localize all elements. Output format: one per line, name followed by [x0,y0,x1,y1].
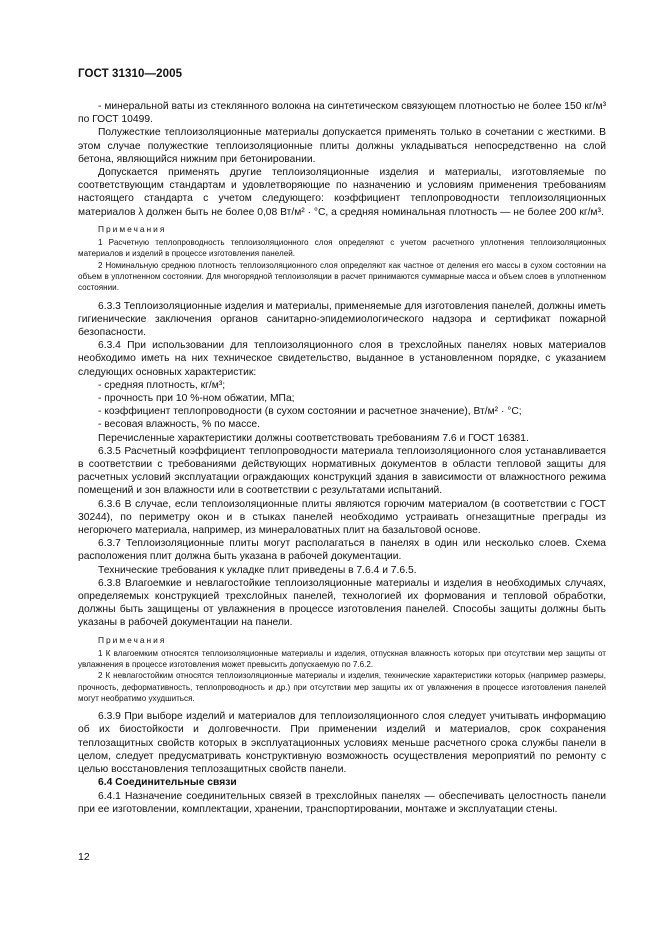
note-item: 2 Номинальную среднюю плотность теплоизоляционного слоя определяют как частное от деления его массы в сухом состоянии на объем в уплотненном состоянии. Для многорядной теплоизоляции в расчет принимаются суммарные масса и объем слоев в уплотненном состоянии. [78,260,606,293]
section-heading: 6.4 Соединительные связи [98,777,237,789]
note-item: 2 К невлагостойким относятся теплоизоляционные материалы и изделия, технические характеристики которых (например размеры, прочность, деформативность, теплопроводность и др.) при отсутствии мер защиты их от увлажнения в процессе изготовления панелей могут необратимо ухудшиться. [78,671,606,703]
page-header: ГОСТ 31310—2005 [78,68,183,80]
document-body [78,100,606,816]
note-item: 1 Расчетную теплопроводность теплоизоляционного слоя определяют с учетом расчетного уплотнения теплоизоляционных материалов и изделий в процессе изготовления панелей. [78,238,606,259]
notes-title: Примечания [98,223,167,234]
paragraph: Технические требования к укладке плит приведены в 7.6.4 и 7.6.5. [98,564,417,576]
paragraph: 6.3.9 При выборе изделий и материалов для теплоизоляционного слоя следует учитывать информацию об их биостойкости и долговечности. При применении изделий и материалов, срок сохранения теплозащитных свойств которых в эксплуатационных условиях меньше расчетного срока службы панели в целом, следует предусматривать конструктивную возможность осуществления мероприятий по ремонту с целью восстановления теплозащитных свойств панели. [78,711,606,776]
paragraph: - минеральной ваты из стеклянного волокна на синтетическом связующем плотностью не более 150 кг/м³ по ГОСТ 10499. [78,101,606,126]
paragraph: 6.3.3 Теплоизоляционные изделия и материалы, применяемые для изготовления панелей, должны иметь гигиенические заключения органов санитарно-эпидемиологического надзора и сертификат пожарной безопасности. [78,300,606,338]
paragraph: 6.3.6 В случае, если теплоизоляционные плиты являются горючим материалом (в соответствии с ГОСТ 30244), по периметру окон и в стыках панелей необходимо устраивать огнезащитные преграды из негорючего материала, например, из минераловатных плит на базальтовой основе. [78,498,606,536]
page-number: 12 [78,851,90,863]
note-item: 1 К влагоемким относятся теплоизоляционные материалы и изделия, отпускная влажность которых при отсутствии мер защиты от увлажнения в процессе изготовления может превысить допускаемую по 7.6.2. [78,648,606,670]
paragraph: 6.4.1 Назначение соединительных связей в трехслойных панелях — обеспечивать целостность панели при ее изготовлении, комплектации, хранении, транспортировании, монтаже и эксплуатации стены. [78,790,606,815]
paragraph: 6.3.7 Теплоизоляционные плиты могут располагаться в панелях в один или несколько слоев. Схема расположения плит должна быть указана в рабочей документации. [78,538,606,563]
list-item: - весовая влажность, % по массе. [98,419,260,431]
list-item: - средняя плотность, кг/м³; [98,379,226,391]
paragraph: 6.3.5 Расчетный коэффициент теплопроводности материала теплоизоляционного слоя устанавливается в соответствии с требованиями действующих нормативных документов в области тепловой защиты для расчетных условий эксплуатации ограждающих конструкций здания в зависимости от влажностного режима помещений и зон влажности или в соответствии с результатами испытаний. [78,445,606,497]
list-item: - прочность при 10 %-ном обжатии, МПа; [98,392,295,404]
paragraph: 6.3.4 При использовании для теплоизоляционного слоя в трехслойных панелях новых материалов необходимо иметь на них техническое свидетельство, выданное в установленном порядке, с указанием следующих основных характеристик: [78,340,606,378]
notes-title: Примечания [98,634,167,645]
list-item: - коэффициент теплопроводности (в сухом состоянии и расчетное значение), Вт/м² · °С; [98,406,522,418]
paragraph: Допускается применять другие теплоизоляционные изделия и материалы, изготовляемые по соответствующим стандартам и удовлетворяющие по назначению и условиям применения требованиям настоящего стандарта с учетом следующего: коэффициент теплопроводности теплоизоляционных материалов λ должен быть не более 0,08 Вт/м² · °С, а средняя номинальная плотность — не более 200 кг/м³. [78,167,606,218]
paragraph: Полужесткие теплоизоляционные материалы допускается применять только в сочетании с жесткими. В этом случае полужесткие теплоизоляционные плиты должны укладываться непосредственно на слой бетона, являющийся нижним при бетонировании. [78,127,606,165]
paragraph: 6.3.8 Влагоемкие и невлагостойкие теплоизоляционные материалы и изделия в необходимых случаях, определяемых конструкцией трехслойных панелей, технологией их формования и тепловой обработки, должны быть защищены от увлажнения в процессе изготовления панелей. Способы защиты должны быть указаны в рабочей документации на панели. [78,577,606,629]
paragraph: Перечисленные характеристики должны соответствовать требованиям 7.6 и ГОСТ 16381. [98,432,529,444]
